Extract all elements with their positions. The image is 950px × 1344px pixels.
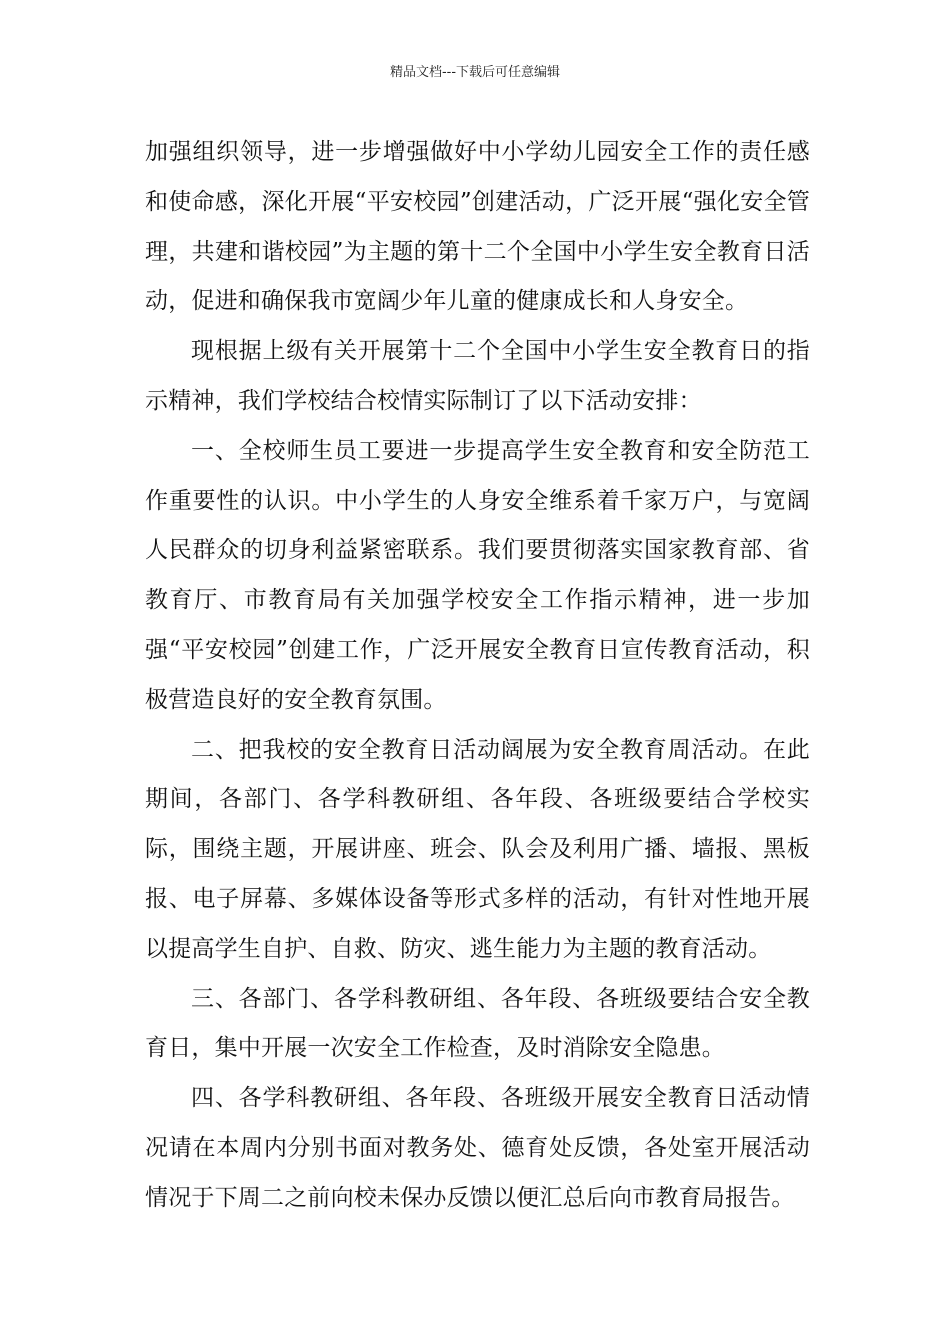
page-header: 精品文档---下载后可任意编辑 (389, 65, 561, 80)
paragraph-item-4: 四、各学科教研组、各年段、各班级开展安全教育日活动情况请在本周内分别书面对教务处、德育处反馈，各处室开展活动情况于下周二之前向校未保办反馈以便汇总后向市教育局报告。 (145, 1085, 810, 1211)
paragraph-item-2: 二、把我校的安全教育日活动阔展为安全教育周活动。在此期间，各部门、各学科教研组、各年段、各班级要结合学校实际，围绕主题，开展讲座、班会、队会及利用广播、墙报、黑板报、电子屏幕、多媒体设备等形式多样的活动，有针对性地开展以提高学生自护、自救、防灾、逃生能力为主题的教育活动。 (145, 736, 810, 962)
paragraph-continuation: 加强组织领导，进一步增强做好中小学幼儿园安全工作的责任感和使命感，深化开展“平安校园”创建活动，广泛开展“强化安全管理，共建和谐校园”为主题的第十二个全国中小学生安全教育日活动，促进和确保我市宽阔少年儿童的健康成长和人身安全。 (145, 139, 810, 315)
document-body (145, 128, 810, 1224)
paragraph-intro: 现根据上级有关开展第十二个全国中小学生安全教育日的指示精神，我们学校结合校情实际制订了以下活动安排： (145, 338, 810, 414)
paragraph-item-3: 三、各部门、各学科教研组、各年段、各班级要结合安全教育日，集中开展一次安全工作检查，及时消除安全隐患。 (145, 985, 810, 1062)
paragraph-item-1: 一、全校师生员工要进一步提高学生安全教育和安全防范工作重要性的认识。中小学生的人身安全维系着千家万户，与宽阔人民群众的切身利益紧密联系。我们要贯彻落实国家教育部、省教育厅、市教育局有关加强学校安全工作指示精神，进一步加强“平安校园”创建工作，广泛开展安全教育日宣传教育活动，积极营造良好的安全教育氛围。 (145, 437, 810, 713)
